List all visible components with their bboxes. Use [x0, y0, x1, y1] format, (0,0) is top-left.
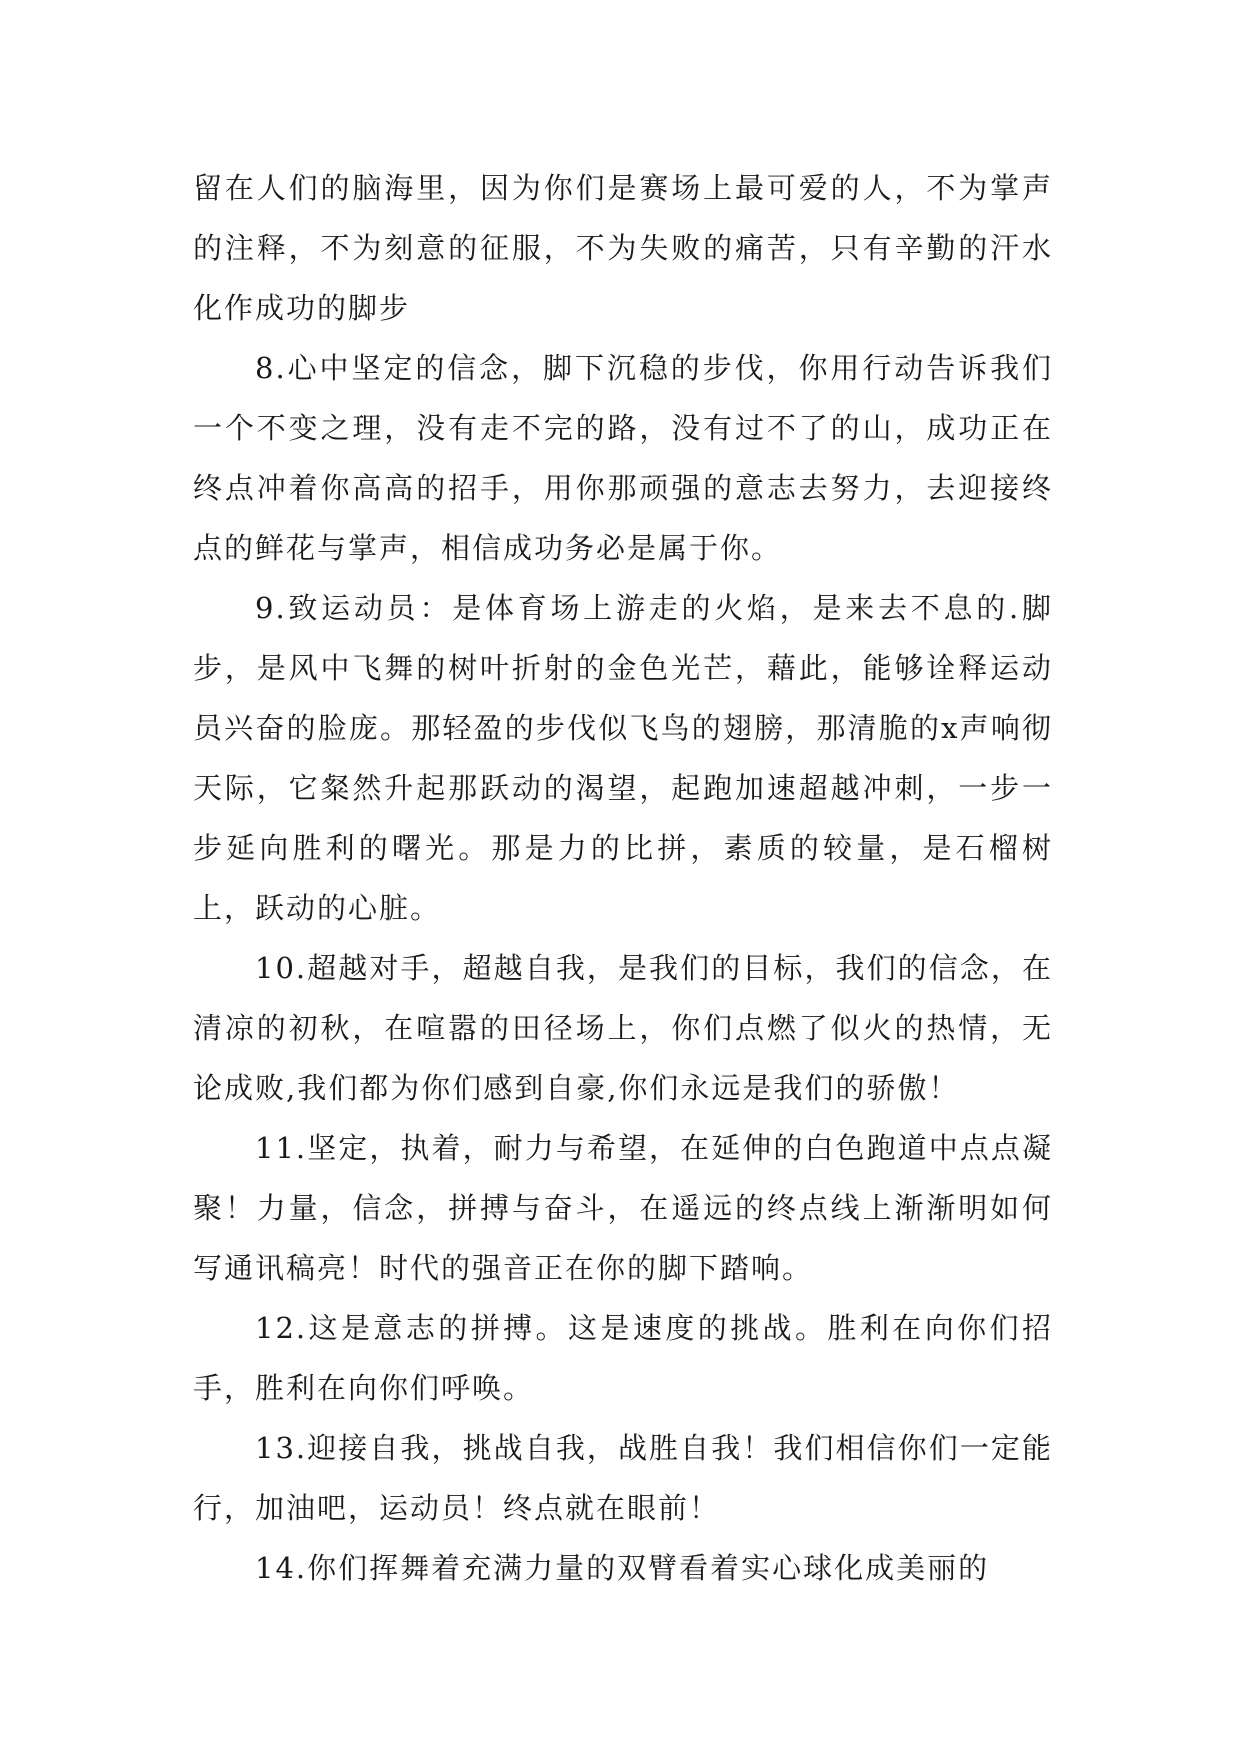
paragraph-14: 14.你们挥舞着充满力量的双臂看着实心球化成美丽的 — [255, 1551, 990, 1585]
paragraph-13: 13.迎接自我，挑战自我，战胜自我！我们相信你们一定能行，加油吧，运动员！终点就在眼前！ — [193, 1431, 1053, 1525]
paragraph-11: 11.坚定，执着，耐力与希望，在延伸的白色跑道中点点凝聚！力量，信念，拼搏与奋斗，在遥远的终点线上渐渐明如何写通讯稿亮！时代的强音正在你的脚下踏响。 — [193, 1131, 1053, 1285]
document-body — [193, 158, 1053, 1598]
paragraph-8: 8.心中坚定的信念，脚下沉稳的步伐，你用行动告诉我们一个不变之理，没有走不完的路，没有过不了的山，成功正在终点冲着你高高的招手，用你那顽强的意志去努力，去迎接终点的鲜花与掌声，相信成功务必是属于你。 — [193, 351, 1053, 565]
paragraph-continuation: 留在人们的脑海里，因为你们是赛场上最可爱的人，不为掌声的注释，不为刻意的征服，不为失败的痛苦，只有辛勤的汗水化作成功的脚步 — [193, 171, 1053, 325]
paragraph-12: 12.这是意志的拼搏。这是速度的挑战。胜利在向你们招手，胜利在向你们呼唤。 — [193, 1311, 1053, 1405]
paragraph-10: 10.超越对手，超越自我，是我们的目标，我们的信念，在清凉的初秋，在喧嚣的田径场上，你们点燃了似火的热情，无论成败,我们都为你们感到自豪,你们永远是我们的骄傲！ — [193, 951, 1053, 1105]
paragraph-9: 9.致运动员：是体育场上游走的火焰，是来去不息的.脚步，是风中飞舞的树叶折射的金色光芒，藉此，能够诠释运动员兴奋的脸庞。那轻盈的步伐似飞鸟的翅膀，那清脆的x声响彻天际，它粲然升起那跃动的渴望，起跑加速超越冲刺，一步一步延向胜利的曙光。那是力的比拼，素质的较量，是石榴树上，跃动的心脏。 — [193, 591, 1053, 925]
